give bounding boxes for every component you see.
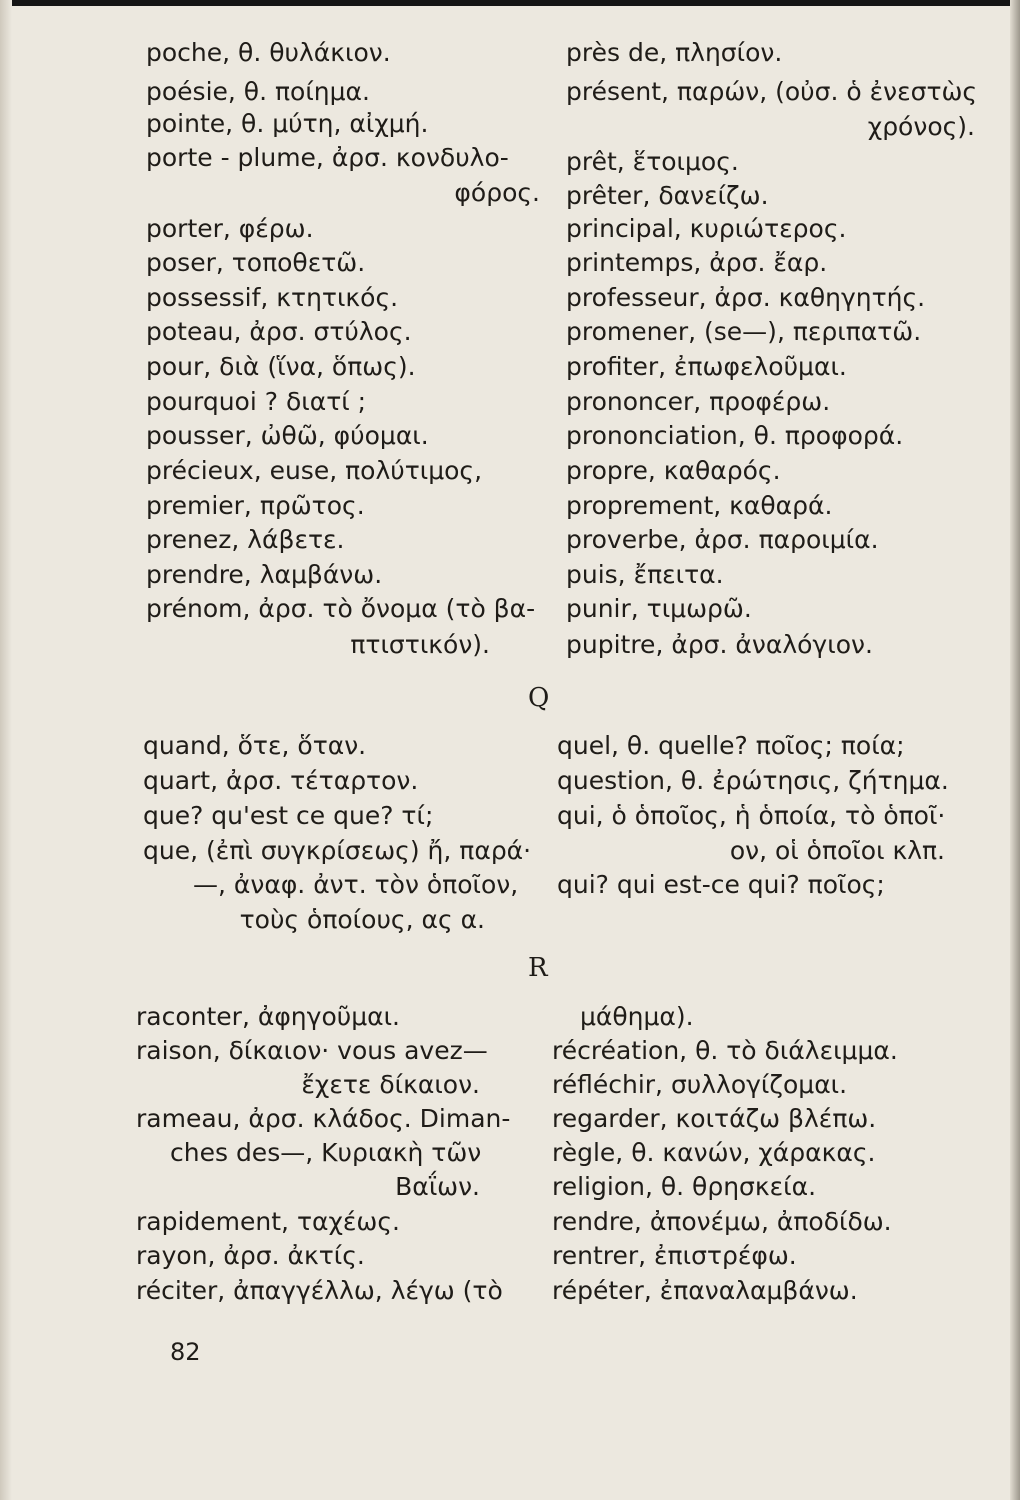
dictionary-entry: —, ἀναφ. ἀντ. τὸν ὁποῖον, bbox=[193, 870, 519, 899]
dictionary-entry: pousser, ὠθῶ, φύομαι. bbox=[146, 421, 429, 450]
dictionary-entry: prénom, ἀρσ. τὸ ὄνομα (τὸ βα- bbox=[146, 594, 536, 623]
dictionary-entry: premier, πρῶτος. bbox=[146, 491, 365, 520]
dictionary-entry: réciter, ἀπαγγέλλω, λέγω (τὸ bbox=[136, 1276, 503, 1305]
dictionary-entry: que? qu'est ce que? τί; bbox=[143, 801, 434, 830]
dictionary-entry: possessif, κτητικός. bbox=[146, 283, 399, 312]
dictionary-entry: qui, ὁ ὁποῖος, ἡ ὁποία, τὸ ὁποῖ· bbox=[557, 801, 946, 830]
dictionary-entry: poche, θ. θυλάκιον. bbox=[146, 38, 391, 67]
dictionary-entry: professeur, ἀρσ. καθηγητής. bbox=[566, 283, 926, 312]
dictionary-entry-continuation: μάθημα). bbox=[580, 1002, 694, 1031]
dictionary-entry: pour, διὰ (ἵνα, ὅπως). bbox=[146, 352, 416, 381]
scan-right-edge bbox=[1010, 0, 1020, 1500]
dictionary-entry: profiter, ἐπωφελοῦμαι. bbox=[566, 352, 847, 381]
dictionary-entry-continuation: φόρος. bbox=[454, 178, 540, 207]
dictionary-entry-continuation: πτιστικόν). bbox=[350, 630, 490, 659]
dictionary-entry: rentrer, ἐπιστρέφω. bbox=[552, 1241, 797, 1270]
dictionary-entry: ches des—, Κυριακὴ τῶν bbox=[170, 1138, 482, 1167]
dictionary-entry: porte - plume, ἀρσ. κονδυλο- bbox=[146, 143, 509, 172]
dictionary-entry: présent, παρών, (οὐσ. ὁ ἐνεστὼς bbox=[566, 77, 978, 106]
dictionary-entry: poteau, ἀρσ. στύλος. bbox=[146, 317, 412, 346]
dictionary-entry: prenez, λάβετε. bbox=[146, 525, 345, 554]
dictionary-entry: prononciation, θ. προφορά. bbox=[566, 421, 904, 450]
scan-top-edge bbox=[0, 0, 1020, 6]
dictionary-entry: prêter, δανείζω. bbox=[566, 181, 769, 210]
dictionary-entry: réfléchir, συλλογίζομαι. bbox=[552, 1070, 848, 1099]
dictionary-entry: précieux, euse, πολύτιμος, bbox=[146, 456, 483, 485]
dictionary-entry-continuation: ἔχετε δίκαιον. bbox=[301, 1070, 480, 1099]
dictionary-entry: prendre, λαμβάνω. bbox=[146, 560, 383, 589]
dictionary-entry: rayon, ἀρσ. ἀκτίς. bbox=[136, 1241, 365, 1270]
dictionary-entry: question, θ. ἐρώτησις, ζήτημα. bbox=[557, 766, 949, 795]
dictionary-entry: récréation, θ. τὸ διάλειμμα. bbox=[552, 1036, 898, 1065]
dictionary-entry: rameau, ἀρσ. κλάδος. Diman- bbox=[136, 1104, 511, 1133]
dictionary-entry-continuation: χρόνος). bbox=[867, 112, 975, 141]
dictionary-entry: punir, τιμωρῶ. bbox=[566, 594, 752, 623]
dictionary-entry: pourquoi ? διατί ; bbox=[146, 387, 367, 416]
dictionary-entry: qui? qui est-ce qui? ποῖος; bbox=[557, 870, 885, 899]
dictionary-entry: prêt, ἕτοιμος. bbox=[566, 147, 739, 176]
scan-left-shade bbox=[0, 0, 12, 1500]
dictionary-entry: répéter, ἐπαναλαμβάνω. bbox=[552, 1276, 858, 1305]
dictionary-entry: pupitre, ἀρσ. ἀναλόγιον. bbox=[566, 630, 873, 659]
dictionary-entry-continuation: Βαΐων. bbox=[395, 1172, 480, 1201]
dictionary-entry: que, (ἐπὶ συγκρίσεως) ἤ, παρά· bbox=[143, 836, 532, 865]
dictionary-entry: proprement, καθαρά. bbox=[566, 491, 833, 520]
dictionary-entry: quand, ὅτε, ὅταν. bbox=[143, 731, 367, 760]
dictionary-entry: religion, θ. θρησκεία. bbox=[552, 1172, 817, 1201]
dictionary-entry: quart, ἀρσ. τέταρτον. bbox=[143, 766, 419, 795]
section-letter-r: R bbox=[528, 953, 548, 983]
dictionary-entry: pointe, θ. μύτη, αἰχμή. bbox=[146, 109, 429, 138]
dictionary-entry: promener, (se—), περιπατῶ. bbox=[566, 317, 922, 346]
dictionary-entry: près de, πλησίον. bbox=[566, 38, 783, 67]
dictionary-entry: proverbe, ἀρσ. παροιμία. bbox=[566, 525, 879, 554]
dictionary-entry: raconter, ἀφηγοῦμαι. bbox=[136, 1002, 401, 1031]
dictionary-entry: règle, θ. κανών, χάρακας. bbox=[552, 1138, 876, 1167]
page-number: 82 bbox=[170, 1338, 201, 1366]
dictionary-entry-continuation: τοὺς ὁποίους, ας α. bbox=[239, 905, 485, 934]
dictionary-entry: poésie, θ. ποίημα. bbox=[146, 77, 370, 106]
section-letter-q: Q bbox=[528, 683, 550, 713]
dictionary-entry: puis, ἔπειτα. bbox=[566, 560, 724, 589]
dictionary-entry: regarder, κοιτάζω βλέπω. bbox=[552, 1104, 877, 1133]
dictionary-entry: rendre, ἀπονέμω, ἀποδίδω. bbox=[552, 1207, 892, 1236]
dictionary-entry: propre, καθαρός. bbox=[566, 456, 781, 485]
dictionary-entry-continuation: ον, οἱ ὁποῖοι κλπ. bbox=[729, 836, 945, 865]
dictionary-entry: principal, κυριώτερος. bbox=[566, 214, 847, 243]
dictionary-entry: raison, δίκαιον· vous avez— bbox=[136, 1036, 488, 1065]
dictionary-entry: poser, τοποθετῶ. bbox=[146, 248, 366, 277]
dictionary-entry: quel, θ. quelle? ποῖος; ποία; bbox=[557, 731, 905, 760]
dictionary-entry: printemps, ἀρσ. ἔαρ. bbox=[566, 248, 828, 277]
dictionary-entry: porter, φέρω. bbox=[146, 214, 314, 243]
dictionary-entry: prononcer, προφέρω. bbox=[566, 387, 831, 416]
dictionary-entry: rapidement, ταχέως. bbox=[136, 1207, 400, 1236]
